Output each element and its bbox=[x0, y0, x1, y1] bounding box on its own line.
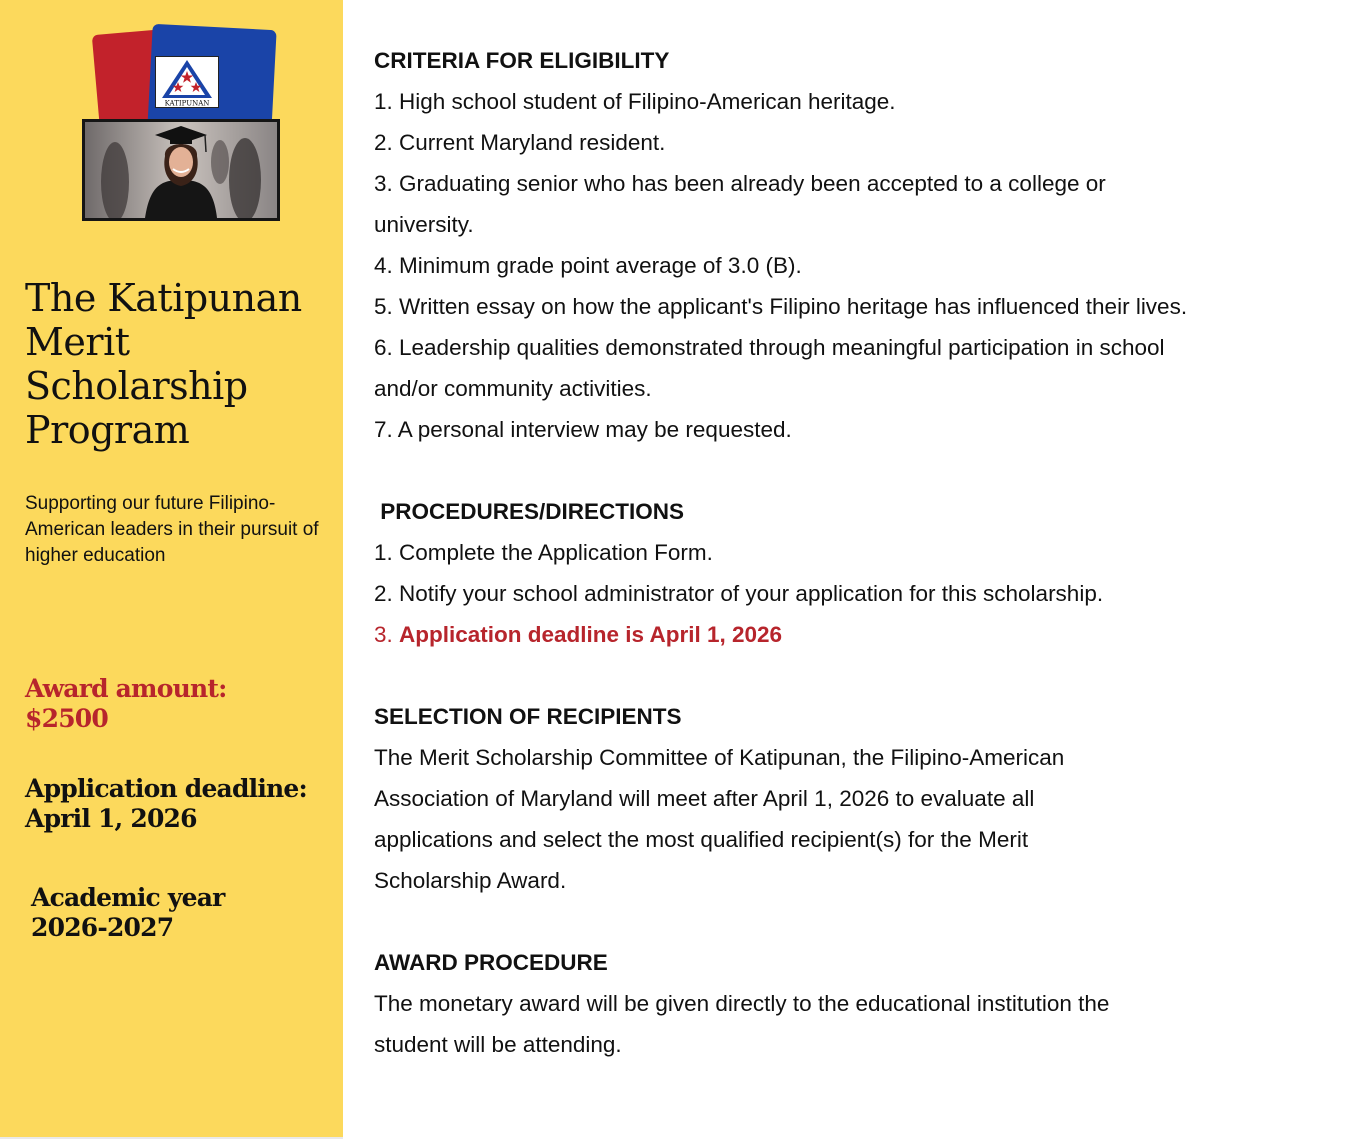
academic-year bbox=[31, 883, 331, 943]
year-value: 2026-2027 bbox=[31, 913, 174, 942]
selection-text: Scholarship Award. bbox=[374, 868, 567, 893]
year-label: Academic year bbox=[31, 883, 225, 912]
procedure-item: 2. Notify your school administrator of your application for this scholarship. bbox=[374, 581, 1104, 606]
spacer bbox=[374, 655, 1334, 696]
criteria-item: 1. High school student of Filipino-American heritage. bbox=[374, 89, 896, 114]
deadline-text: Application deadline is April 1, 2026 bbox=[399, 622, 783, 647]
criteria-item: 2. Current Maryland resident. bbox=[374, 130, 666, 155]
procedure-deadline bbox=[374, 614, 1334, 655]
criteria-item: 5. Written essay on how the applicant's Filipino heritage has influenced their lives. bbox=[374, 294, 1188, 319]
spacer bbox=[374, 901, 1334, 942]
award-value: $2500 bbox=[25, 704, 108, 733]
procedures-heading: PROCEDURES/DIRECTIONS bbox=[374, 499, 685, 524]
criteria-item: 3. Graduating senior who has been already been accepted to a college or bbox=[374, 171, 1106, 196]
main-content bbox=[374, 40, 1334, 1065]
procedure-item: 1. Complete the Application Form. bbox=[374, 540, 713, 565]
application-deadline bbox=[25, 774, 343, 834]
deadline-value: April 1, 2026 bbox=[25, 804, 197, 833]
award-procedure-text: The monetary award will be given directly to the educational institution the bbox=[374, 991, 1110, 1016]
title-line: The Katipunan bbox=[25, 276, 302, 320]
graduate-photo-icon bbox=[85, 122, 277, 218]
selection-text: applications and select the most qualified recipient(s) for the Merit bbox=[374, 827, 1029, 852]
criteria-item: 6. Leadership qualities demonstrated through meaningful participation in school bbox=[374, 335, 1165, 360]
spacer bbox=[374, 450, 1334, 491]
procedure-number: 3. bbox=[374, 622, 400, 647]
deadline-label: Application deadline: bbox=[25, 774, 307, 803]
logo-text: KATIPUNAN bbox=[164, 99, 210, 107]
selection-text: The Merit Scholarship Committee of Katipunan, the Filipino-American bbox=[374, 745, 1065, 770]
award-procedure-heading: AWARD PROCEDURE bbox=[374, 950, 608, 975]
graduate-photo bbox=[82, 119, 280, 221]
criteria-heading: CRITERIA FOR ELIGIBILITY bbox=[374, 48, 670, 73]
title-line: Merit bbox=[25, 320, 130, 364]
award-amount bbox=[25, 674, 335, 734]
criteria-item: 7. A personal interview may be requested. bbox=[374, 417, 792, 442]
selection-text: Association of Maryland will meet after April 1, 2026 to evaluate all bbox=[374, 786, 1035, 811]
program-title bbox=[25, 276, 337, 452]
title-line: Scholarship bbox=[25, 364, 248, 408]
criteria-item: and/or community activities. bbox=[374, 376, 652, 401]
triangle-stars-icon bbox=[156, 57, 218, 107]
katipunan-logo bbox=[155, 56, 219, 108]
criteria-item: university. bbox=[374, 212, 474, 237]
award-procedure-text: student will be attending. bbox=[374, 1032, 622, 1057]
title-line: Program bbox=[25, 408, 190, 452]
selection-heading: SELECTION OF RECIPIENTS bbox=[374, 704, 682, 729]
tagline: Supporting our future Filipino-American leaders in their pursuit of higher education bbox=[25, 493, 319, 566]
award-label: Award amount: bbox=[25, 674, 227, 703]
criteria-item: 4. Minimum grade point average of 3.0 (B). bbox=[374, 253, 802, 278]
